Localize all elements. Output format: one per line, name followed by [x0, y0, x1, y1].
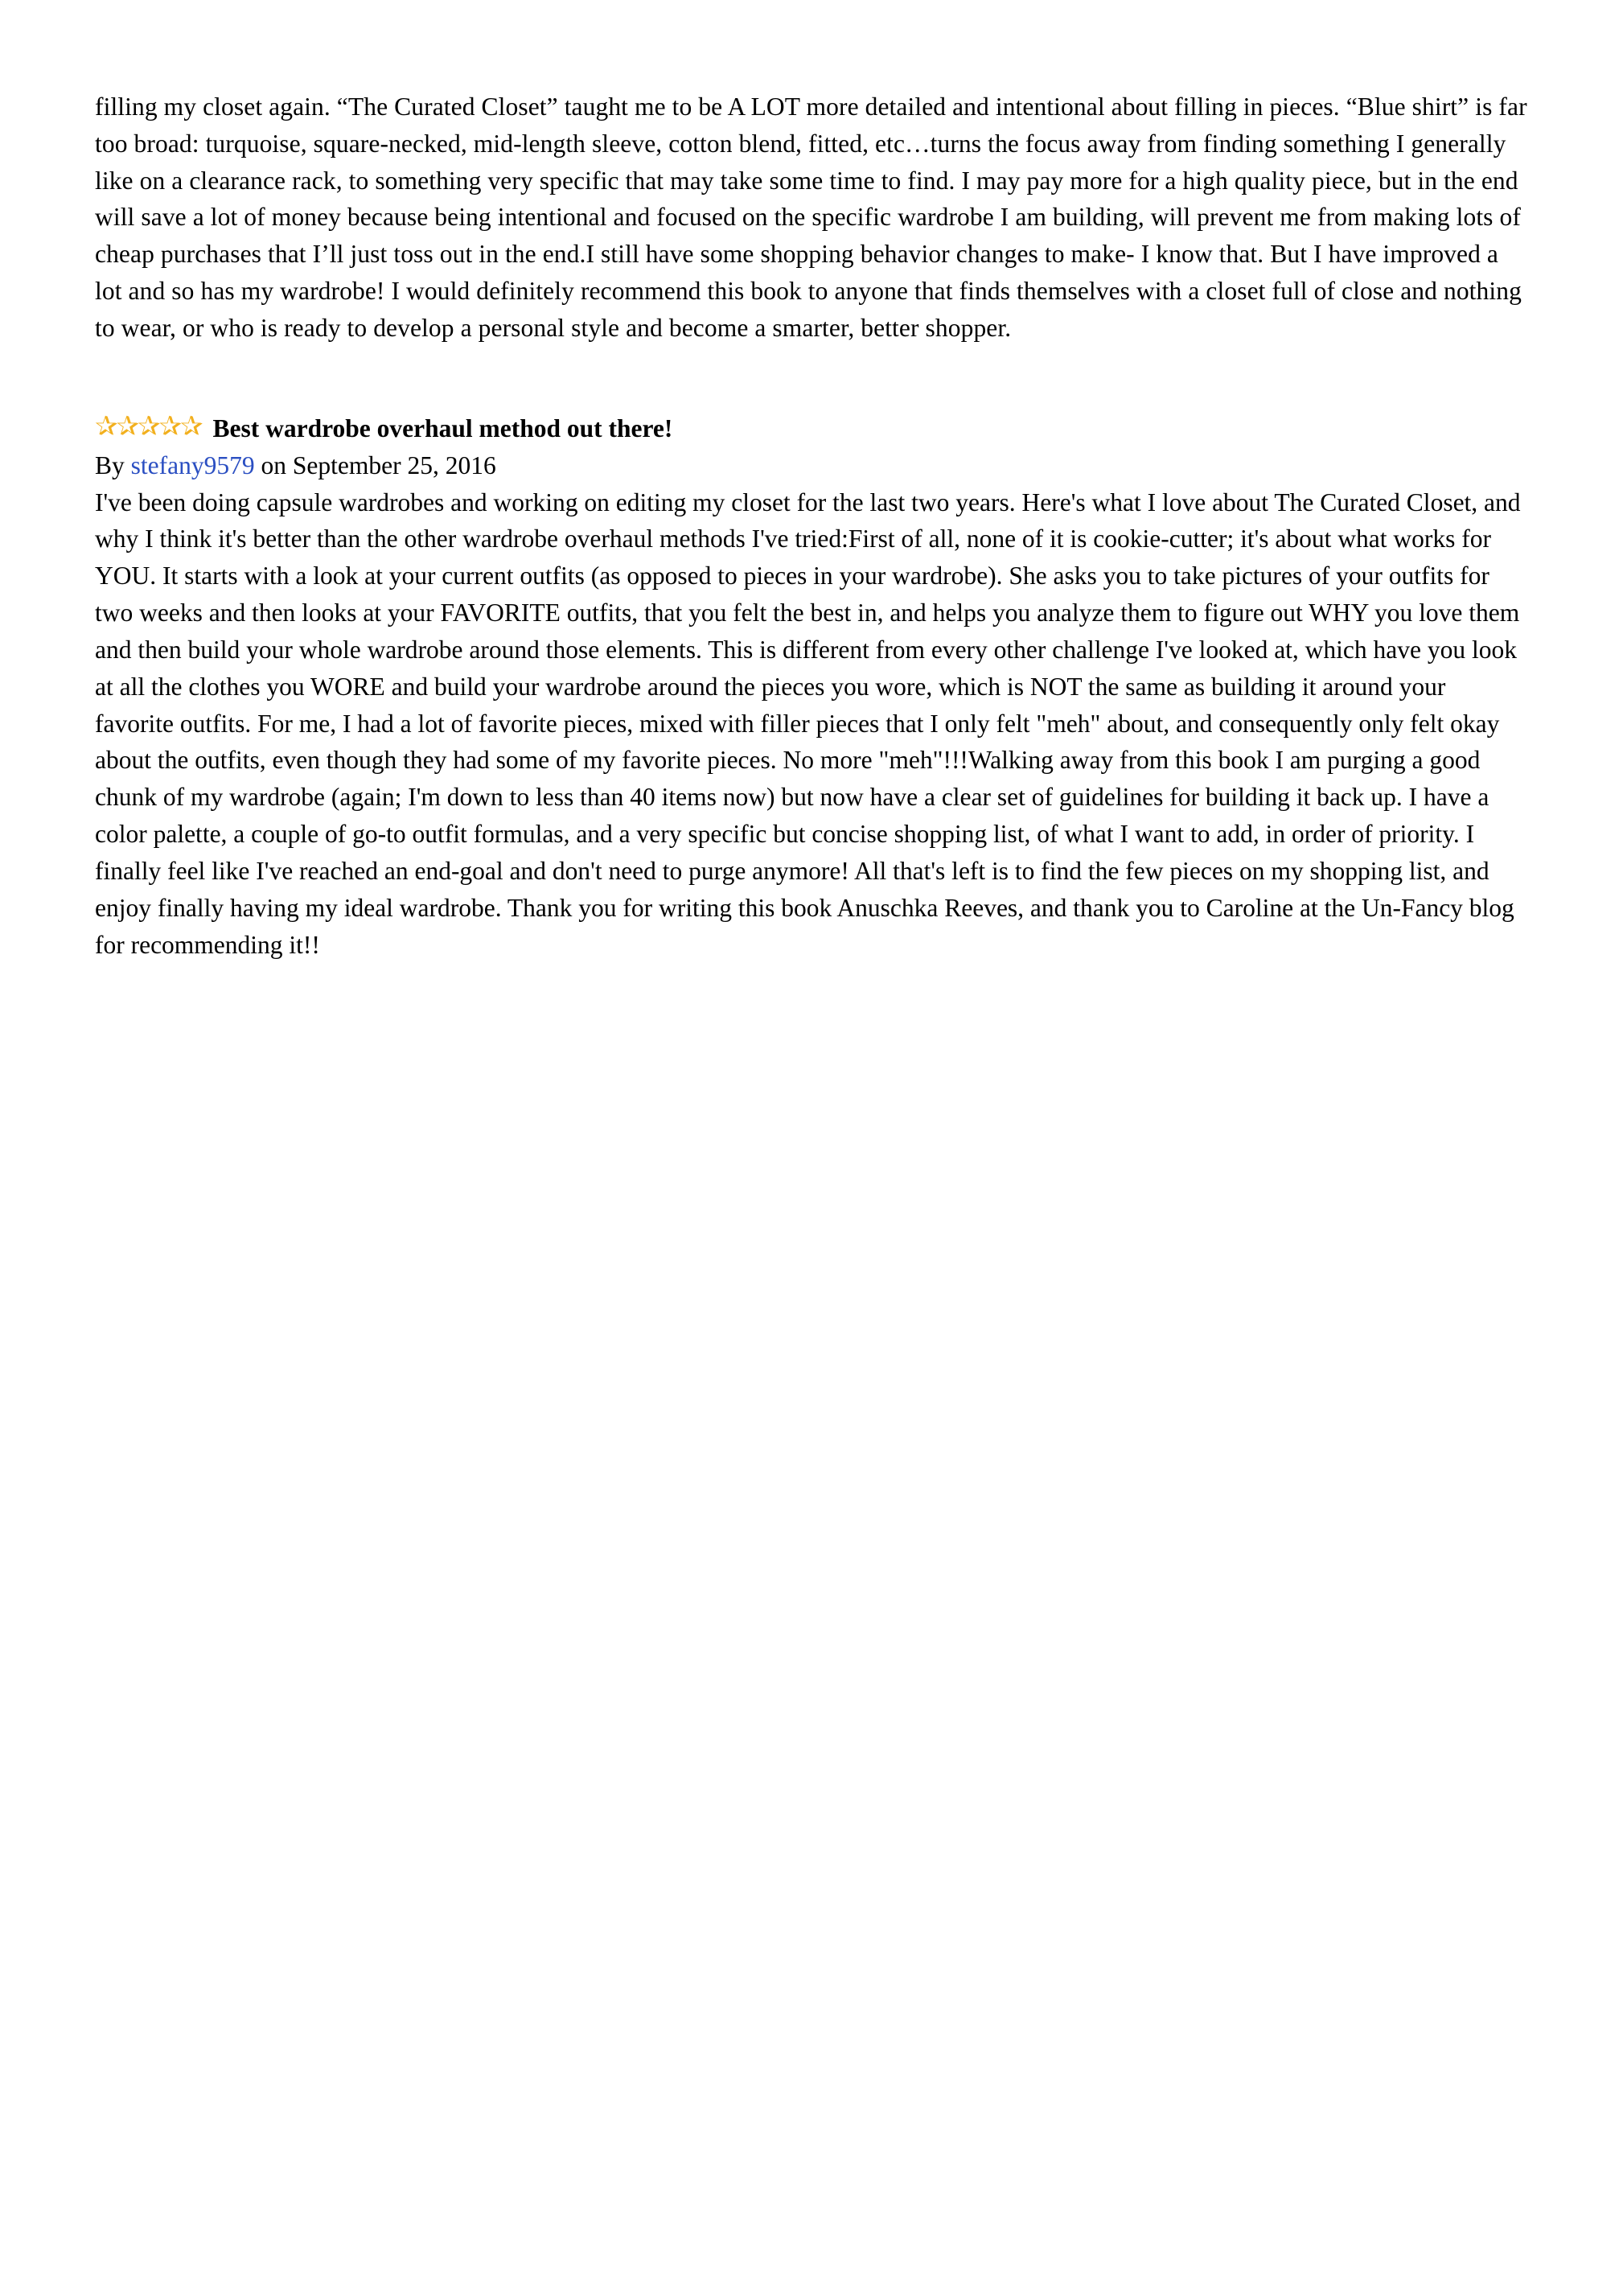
review-body: I've been doing capsule wardrobes and working on editing my closet for the last two years. Here's what I love about The Curated Closet, and why I think it's better than the other wardrobe overhaul methods I've tried:First of all, none of it is cookie-cutter; it's about what works for YOU. It starts with a look at your current outfits (as opposed to pieces in your wardrobe). She asks you to take pictures of your outfits for two weeks and then looks at your FAVORITE outfits, that you felt the best in, and helps you analyze them to figure out WHY you love them and then build your whole wardrobe around those elements. This is different from every other challenge I've looked at, which have you look at all the clothes you WORE and build your wardrobe around the pieces you wore, which is NOT the same as building it around your favorite outfits. For me, I had a lot of favorite pieces, mixed with filler pieces that I only felt "meh" about, and consequently only felt okay about the outfits, even though they had some of my favorite pieces. No more "meh"!!!Walking away from this book I am purging a good chunk of my wardrobe (again; I'm down to less than 40 items now) but now have a clear set of guidelines for building it back up. I have a color palette, a couple of go-to outfit formulas, and a very specific but concise shopping list, of what I want to add, in order of priority. I finally feel like I've reached an end-goal and don't need to purge anymore! All that's left is to find the few pieces on my shopping list, and enjoy finally having my ideal wardrobe. Thank you for writing this book Anuschka Reeves, and thank you to Caroline at the Un-Fancy blog for recommending it!!	[95, 488, 1521, 959]
review-byline	[95, 447, 1528, 484]
byline-by-label: By	[95, 451, 125, 479]
star-icon: ✰	[138, 412, 159, 442]
star-icon: ✰	[95, 412, 117, 442]
section-spacer	[95, 347, 1528, 413]
review-date: September 25, 2016	[292, 451, 496, 479]
byline-on-label: on	[261, 451, 286, 479]
review-header	[95, 413, 1528, 446]
review-title: Best wardrobe overhaul method out there!	[212, 414, 673, 442]
star-rating	[95, 412, 202, 442]
continued-review-paragraph: filling my closet again. “The Curated Closet” taught me to be A LOT more detailed and intentional about filling in pieces. “Blue shirt” is far too broad: turquoise, square-necked, mid-length sleeve, cotton blend, fitted, etc…turns the focus away from finding something I generally like on a clearance rack, to something very specific that may take some time to find. I may pay more for a high quality piece, but in the end will save a lot of money because being intentional and focused on the specific wardrobe I am building, will prevent me from making lots of cheap purchases that I’ll just toss out in the end.I still have some shopping behavior changes to make- I know that. But I have improved a lot and so has my wardrobe! I would definitely recommend this book to anyone that finds themselves with a closet full of close and nothing to wear, or who is ready to develop a personal style and become a smarter, better shopper.	[95, 93, 1527, 342]
star-icon: ✰	[158, 412, 180, 442]
review-author-link[interactable]: stefany9579	[130, 451, 255, 479]
star-icon: ✰	[180, 412, 202, 442]
star-icon: ✰	[116, 412, 138, 442]
